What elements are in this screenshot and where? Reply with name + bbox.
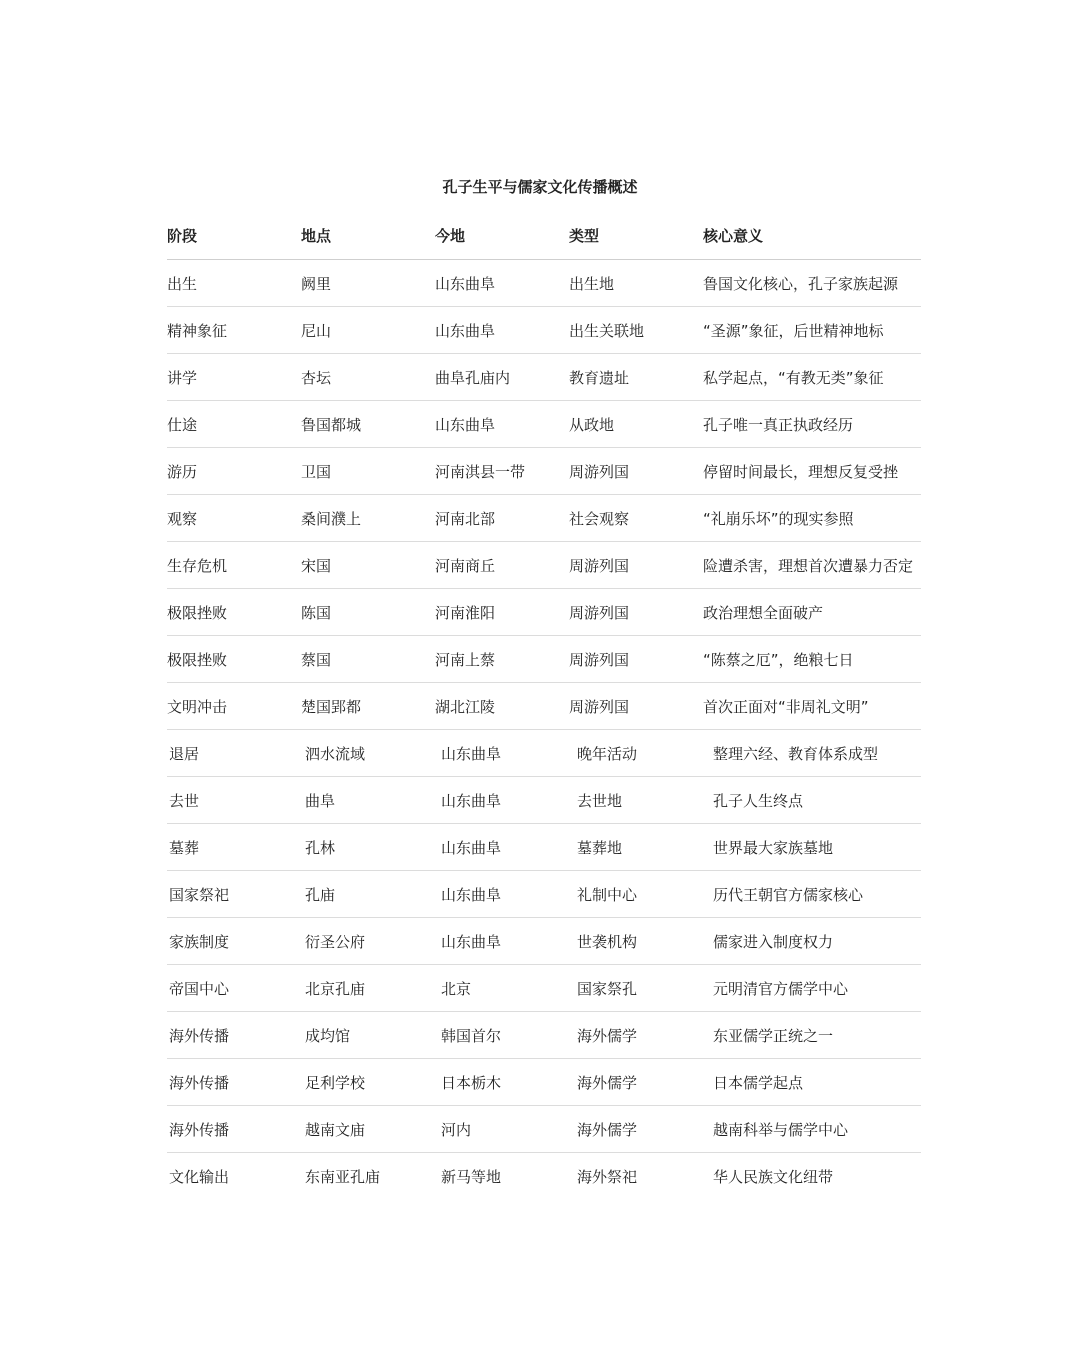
cell-place: 鲁国都城 bbox=[301, 415, 362, 434]
cell-significance: 日本儒学起点 bbox=[713, 1073, 804, 1092]
cell-modern-place: 山东曲阜 bbox=[441, 838, 502, 857]
stages-table bbox=[167, 212, 921, 1199]
cell-stage: 极限挫败 bbox=[167, 603, 228, 622]
cell-place: 阙里 bbox=[301, 274, 332, 293]
cell-stage: 家族制度 bbox=[169, 932, 230, 951]
cell-stage: 游历 bbox=[167, 462, 198, 481]
cell-significance: 孔子唯一真正执政经历 bbox=[703, 415, 854, 434]
cell-modern-place: 河南商丘 bbox=[435, 556, 496, 575]
cell-modern-place: 湖北江陵 bbox=[435, 697, 496, 716]
cell-modern-place: 山东曲阜 bbox=[441, 791, 502, 810]
cell-type: 教育遗址 bbox=[569, 368, 630, 387]
table-header-row bbox=[167, 212, 921, 260]
cell-place: 杏坛 bbox=[301, 368, 332, 387]
cell-type: 世袭机构 bbox=[577, 932, 638, 951]
cell-significance: 停留时间最长，理想反复受挫 bbox=[703, 462, 899, 481]
cell-place: 宋国 bbox=[301, 556, 332, 575]
cell-type: 周游列国 bbox=[569, 462, 630, 481]
cell-significance: 越南科举与儒学中心 bbox=[713, 1120, 849, 1139]
cell-modern-place: 韩国首尔 bbox=[441, 1026, 502, 1045]
column-header-significance: 核心意义 bbox=[703, 227, 764, 245]
cell-type: 海外儒学 bbox=[577, 1026, 638, 1045]
cell-modern-place: 山东曲阜 bbox=[435, 274, 496, 293]
cell-type: 社会观察 bbox=[569, 509, 630, 528]
table-row bbox=[167, 636, 921, 683]
cell-modern-place: 河南淮阳 bbox=[435, 603, 496, 622]
cell-stage: 讲学 bbox=[167, 368, 198, 387]
table-row bbox=[167, 777, 921, 824]
column-header-place: 地点 bbox=[301, 227, 332, 245]
cell-significance: “陈蔡之厄”，绝粮七日 bbox=[703, 650, 854, 669]
table-row bbox=[167, 401, 921, 448]
table-row bbox=[167, 1106, 921, 1153]
cell-modern-place: 河南北部 bbox=[435, 509, 496, 528]
cell-place: 北京孔庙 bbox=[305, 979, 366, 998]
cell-modern-place: 山东曲阜 bbox=[441, 885, 502, 904]
column-header-stage: 阶段 bbox=[167, 227, 198, 245]
cell-modern-place: 河南淇县一带 bbox=[435, 462, 526, 481]
table-row bbox=[167, 871, 921, 918]
cell-type: 去世地 bbox=[577, 791, 623, 810]
cell-place: 桑间濮上 bbox=[301, 509, 362, 528]
cell-type: 周游列国 bbox=[569, 556, 630, 575]
table-row bbox=[167, 965, 921, 1012]
cell-place: 衍圣公府 bbox=[305, 932, 366, 951]
cell-modern-place: 北京 bbox=[441, 979, 472, 998]
cell-stage: 文明冲击 bbox=[167, 697, 228, 716]
cell-type: 出生关联地 bbox=[569, 321, 645, 340]
column-header-modern-place: 今地 bbox=[435, 227, 466, 245]
cell-place: 东南亚孔庙 bbox=[305, 1167, 381, 1186]
page-title: 孔子生平与儒家文化传播概述 bbox=[442, 178, 638, 196]
column-header-type: 类型 bbox=[569, 227, 600, 245]
cell-modern-place: 河内 bbox=[441, 1120, 472, 1139]
table-row bbox=[167, 354, 921, 401]
cell-significance: 世界最大家族墓地 bbox=[713, 838, 834, 857]
cell-stage: 退居 bbox=[169, 744, 200, 763]
table-row bbox=[167, 448, 921, 495]
cell-modern-place: 山东曲阜 bbox=[435, 321, 496, 340]
cell-type: 海外儒学 bbox=[577, 1120, 638, 1139]
cell-significance: 元明清官方儒学中心 bbox=[713, 979, 849, 998]
cell-stage: 仕途 bbox=[167, 415, 198, 434]
cell-stage: 海外传播 bbox=[169, 1026, 230, 1045]
cell-type: 海外祭祀 bbox=[577, 1167, 638, 1186]
cell-type: 周游列国 bbox=[569, 603, 630, 622]
cell-place: 泗水流域 bbox=[305, 744, 366, 763]
cell-type: 海外儒学 bbox=[577, 1073, 638, 1092]
cell-significance: 孔子人生终点 bbox=[713, 791, 804, 810]
cell-significance: 整理六经、教育体系成型 bbox=[713, 744, 879, 763]
cell-significance: 儒家进入制度权力 bbox=[713, 932, 834, 951]
cell-place: 足利学校 bbox=[305, 1073, 366, 1092]
cell-place: 卫国 bbox=[301, 462, 332, 481]
cell-significance: 华人民族文化纽带 bbox=[713, 1167, 834, 1186]
cell-modern-place: 曲阜孔庙内 bbox=[435, 368, 511, 387]
cell-significance: 历代王朝官方儒家核心 bbox=[713, 885, 864, 904]
cell-modern-place: 山东曲阜 bbox=[441, 932, 502, 951]
cell-type: 晚年活动 bbox=[577, 744, 638, 763]
table-row bbox=[167, 589, 921, 636]
table-row bbox=[167, 683, 921, 730]
cell-type: 墓葬地 bbox=[577, 838, 623, 857]
cell-stage: 文化输出 bbox=[169, 1167, 230, 1186]
cell-stage: 极限挫败 bbox=[167, 650, 228, 669]
table-row bbox=[167, 1012, 921, 1059]
cell-modern-place: 山东曲阜 bbox=[441, 744, 502, 763]
cell-significance: 首次正面对“非周礼文明” bbox=[703, 697, 869, 716]
table-row bbox=[167, 730, 921, 777]
cell-type: 出生地 bbox=[569, 274, 615, 293]
table-body bbox=[167, 260, 921, 1199]
table-row bbox=[167, 1153, 921, 1199]
cell-place: 成均馆 bbox=[305, 1026, 351, 1045]
table-row bbox=[167, 1059, 921, 1106]
cell-stage: 海外传播 bbox=[169, 1073, 230, 1092]
cell-significance: “礼崩乐坏”的现实参照 bbox=[703, 509, 854, 528]
cell-stage: 生存危机 bbox=[167, 556, 228, 575]
cell-significance: 东亚儒学正统之一 bbox=[713, 1026, 834, 1045]
cell-significance: 私学起点，“有教无类”象征 bbox=[703, 368, 884, 387]
cell-modern-place: 日本栃木 bbox=[441, 1073, 502, 1092]
table-row bbox=[167, 307, 921, 354]
cell-modern-place: 山东曲阜 bbox=[435, 415, 496, 434]
cell-stage: 出生 bbox=[167, 274, 198, 293]
cell-place: 尼山 bbox=[301, 321, 332, 340]
table-row bbox=[167, 918, 921, 965]
table-row bbox=[167, 542, 921, 589]
cell-place: 蔡国 bbox=[301, 650, 332, 669]
cell-significance: 鲁国文化核心，孔子家族起源 bbox=[703, 274, 899, 293]
cell-type: 周游列国 bbox=[569, 697, 630, 716]
cell-stage: 观察 bbox=[167, 509, 198, 528]
cell-place: 陈国 bbox=[301, 603, 332, 622]
table-row bbox=[167, 260, 921, 307]
cell-stage: 海外传播 bbox=[169, 1120, 230, 1139]
cell-type: 从政地 bbox=[569, 415, 615, 434]
cell-place: 楚国郢都 bbox=[301, 697, 362, 716]
cell-stage: 去世 bbox=[169, 791, 200, 810]
table-row bbox=[167, 495, 921, 542]
cell-type: 国家祭孔 bbox=[577, 979, 638, 998]
cell-place: 曲阜 bbox=[305, 791, 336, 810]
cell-significance: 险遭杀害，理想首次遭暴力否定 bbox=[703, 556, 914, 575]
cell-place: 孔庙 bbox=[305, 885, 336, 904]
cell-significance: 政治理想全面破产 bbox=[703, 603, 824, 622]
cell-stage: 帝国中心 bbox=[169, 979, 230, 998]
cell-place: 孔林 bbox=[305, 838, 336, 857]
cell-type: 礼制中心 bbox=[577, 885, 638, 904]
cell-modern-place: 新马等地 bbox=[441, 1167, 502, 1186]
cell-place: 越南文庙 bbox=[305, 1120, 366, 1139]
cell-type: 周游列国 bbox=[569, 650, 630, 669]
cell-stage: 墓葬 bbox=[169, 838, 200, 857]
cell-stage: 精神象征 bbox=[167, 321, 228, 340]
table-row bbox=[167, 824, 921, 871]
cell-modern-place: 河南上蔡 bbox=[435, 650, 496, 669]
cell-significance: “圣源”象征，后世精神地标 bbox=[703, 321, 884, 340]
cell-stage: 国家祭祀 bbox=[169, 885, 230, 904]
